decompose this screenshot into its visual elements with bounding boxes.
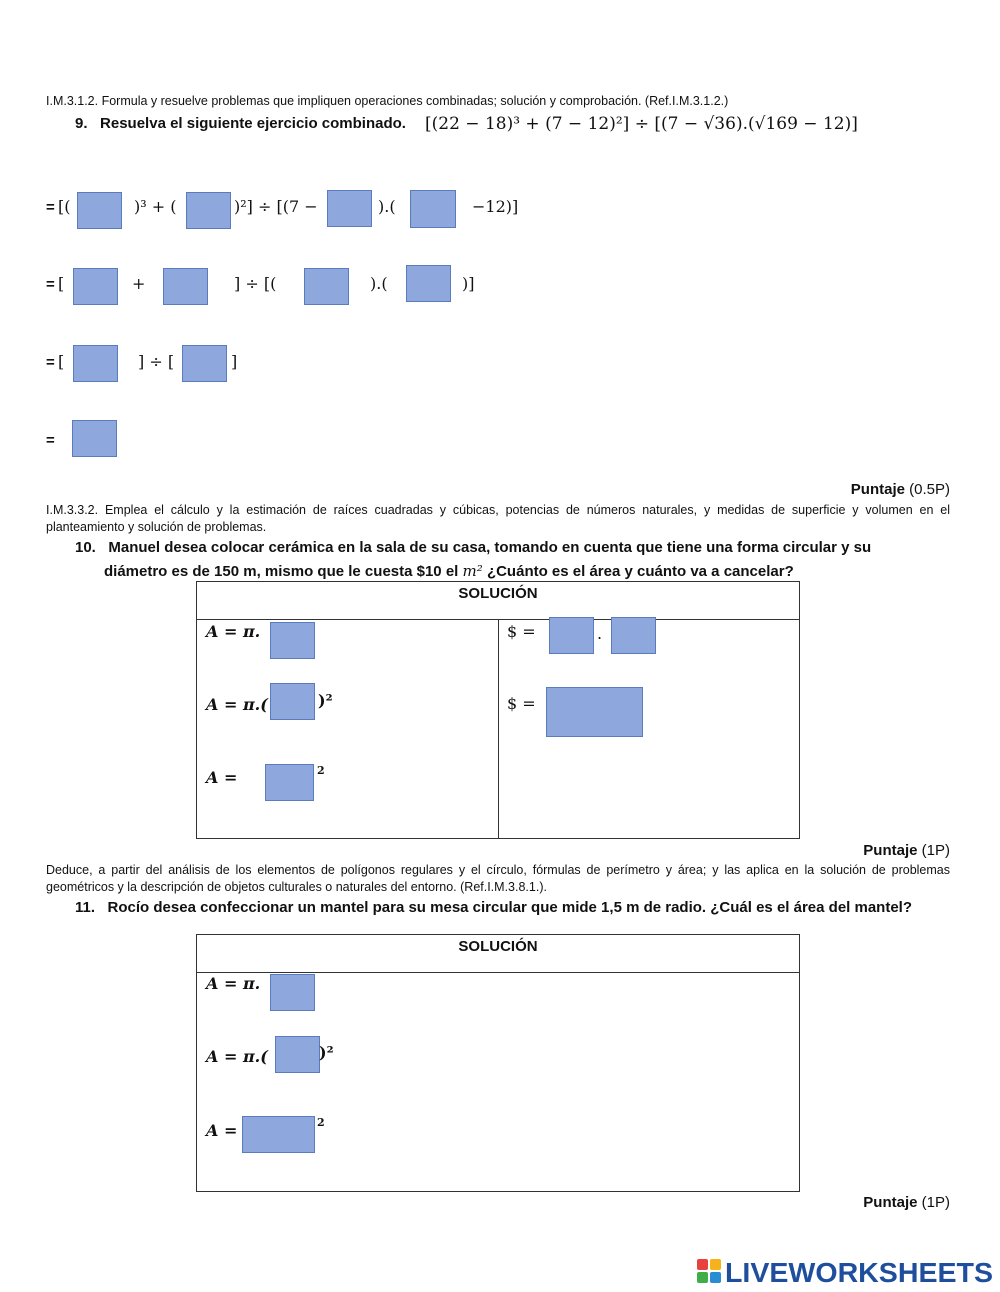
q11-line2-exp: )² — [319, 1043, 334, 1062]
q10-score-value: (1P) — [921, 842, 950, 859]
q11-table-header: SOLUCIÓN — [197, 935, 799, 973]
q9-row1-equals: = — [46, 199, 55, 216]
q10-left-line2: A = π.( — [206, 695, 268, 714]
q9-row2-dot: ).( — [370, 274, 388, 293]
q10-score-label: Puntaje — [863, 842, 918, 859]
q10-left-line1: A = π. — [206, 622, 261, 641]
q9-row1-mid1: )³ + ( — [134, 197, 177, 216]
q9-title — [75, 115, 406, 132]
q10-left-line2-exp: )² — [318, 691, 333, 710]
q11-line3-exp: 2 — [317, 1116, 325, 1129]
q11-line2: A = π.( — [206, 1047, 268, 1066]
q10-table-divider — [498, 619, 499, 839]
q10-title-text2b: ¿Cuánto es el área y cuánto va a cancelar? — [486, 563, 794, 580]
q10-answer-box-6[interactable] — [546, 687, 643, 737]
q9-answer-box-3[interactable] — [327, 190, 372, 227]
logo-square-yellow — [710, 1259, 721, 1270]
q9-row1-open: [( — [58, 197, 71, 216]
q9-title-text: Resuelva el siguiente ejercicio combinado. — [100, 115, 406, 132]
q9-score — [851, 481, 950, 498]
q9-answer-box-6[interactable] — [163, 268, 208, 305]
q9-answer-box-4[interactable] — [410, 190, 456, 228]
q9-row1-mid2: )²] ÷ [(7 − — [234, 197, 318, 216]
logo-square-green — [697, 1272, 708, 1283]
q9-answer-box-7[interactable] — [304, 268, 349, 305]
q9-row3-end: ] — [231, 352, 238, 371]
q9-row2-end: )] — [462, 274, 475, 293]
q10-title-text1: Manuel desea colocar cerámica en la sala de su casa, tomando en cuenta que tiene una forma circular y su — [108, 539, 872, 556]
q11-reference: Deduce, a partir del análisis de los elementos de polígonos regulares y el círculo, fórmulas de perímetro y área; y las aplica en la solución de problemas geométricos y la descripción de objetos culturales o naturales del entorno. (Ref.I.M.3.8.1.). — [46, 863, 950, 894]
q9-row1-end: −12)] — [472, 197, 519, 216]
q11-answer-box-3[interactable] — [242, 1116, 315, 1153]
q10-right-line1: $ = — [507, 622, 536, 641]
q11-score — [863, 1194, 950, 1211]
q9-row3-mid: ] ÷ [ — [138, 352, 175, 371]
q10-right-line1-dot: . — [597, 624, 603, 643]
q10-table-header: SOLUCIÓN — [197, 582, 799, 620]
q10-number: 10. — [75, 539, 96, 556]
q11-title — [75, 899, 912, 916]
q9-row3-equals: = — [46, 354, 55, 371]
q10-answer-box-4[interactable] — [549, 617, 594, 654]
q11-line1: A = π. — [206, 974, 261, 993]
q9-row1-mid3: ).( — [378, 197, 396, 216]
q11-number: 11. — [75, 899, 96, 916]
q10-score — [863, 842, 950, 859]
q9-row4-equals: = — [46, 432, 55, 449]
q10-title-line1 — [75, 539, 871, 556]
q9-row2-plus: + — [132, 274, 146, 293]
logo-text: LIVEWORKSHEETS — [725, 1257, 993, 1287]
q10-answer-box-2[interactable] — [270, 683, 315, 720]
q9-reference: I.M.3.1.2. Formula y resuelve problemas que impliquen operaciones combinadas; solución y comprobación. (Ref.I.M.3.1.2.) — [46, 94, 729, 108]
q11-answer-box-2[interactable] — [275, 1036, 320, 1073]
q9-answer-box-1[interactable] — [77, 192, 122, 229]
q9-answer-box-10[interactable] — [182, 345, 227, 382]
q10-title-line2 — [104, 562, 794, 580]
q9-row2-mid: ] ÷ [( — [234, 274, 277, 293]
q9-number: 9. — [75, 115, 88, 132]
q9-row3-open: [ — [58, 352, 65, 371]
liveworksheets-logo — [697, 1253, 997, 1287]
q10-answer-box-1[interactable] — [270, 622, 315, 659]
liveworksheets-logo-mark — [697, 1253, 997, 1287]
q9-row2-open: [ — [58, 274, 65, 293]
q11-score-label: Puntaje — [863, 1194, 918, 1211]
q10-title-unit: m² — [462, 562, 483, 580]
q9-answer-box-5[interactable] — [73, 268, 118, 305]
q11-score-value: (1P) — [921, 1194, 950, 1211]
q9-score-label: Puntaje — [850, 481, 905, 498]
q10-reference: I.M.3.3.2. Emplea el cálculo y la estimación de raíces cuadradas y cúbicas, potencias de números naturales, y medidas de superficie y volumen en el planteamiento y solución de problemas. — [46, 503, 950, 534]
q9-expression: [(22 − 18)³ + (7 − 12)²] ÷ [(7 − √36).(√169 − 12)] — [425, 114, 858, 134]
q10-right-line2: $ = — [507, 694, 536, 713]
q10-answer-box-3[interactable] — [265, 764, 314, 801]
q11-line3: A = — [206, 1121, 238, 1140]
q9-answer-box-11[interactable] — [72, 420, 117, 457]
q10-left-line3: A = — [206, 768, 238, 787]
q9-row2-equals: = — [46, 276, 55, 293]
q11-answer-box-1[interactable] — [270, 974, 315, 1011]
q9-answer-box-9[interactable] — [73, 345, 118, 382]
q10-title-text2a: diámetro es de 150 m, mismo que le cuesta $10 el — [104, 563, 459, 580]
q9-answer-box-2[interactable] — [186, 192, 231, 229]
q9-answer-box-8[interactable] — [406, 265, 451, 302]
q11-title-text: Rocío desea confeccionar un mantel para su mesa circular que mide 1,5 m de radio. ¿Cuál es el área del mantel? — [107, 899, 913, 916]
logo-square-blue — [710, 1272, 721, 1283]
q10-answer-box-5[interactable] — [611, 617, 656, 654]
q10-left-line3-exp: 2 — [317, 764, 325, 777]
q9-score-value: (0.5P) — [909, 481, 950, 498]
logo-square-red — [697, 1259, 708, 1270]
